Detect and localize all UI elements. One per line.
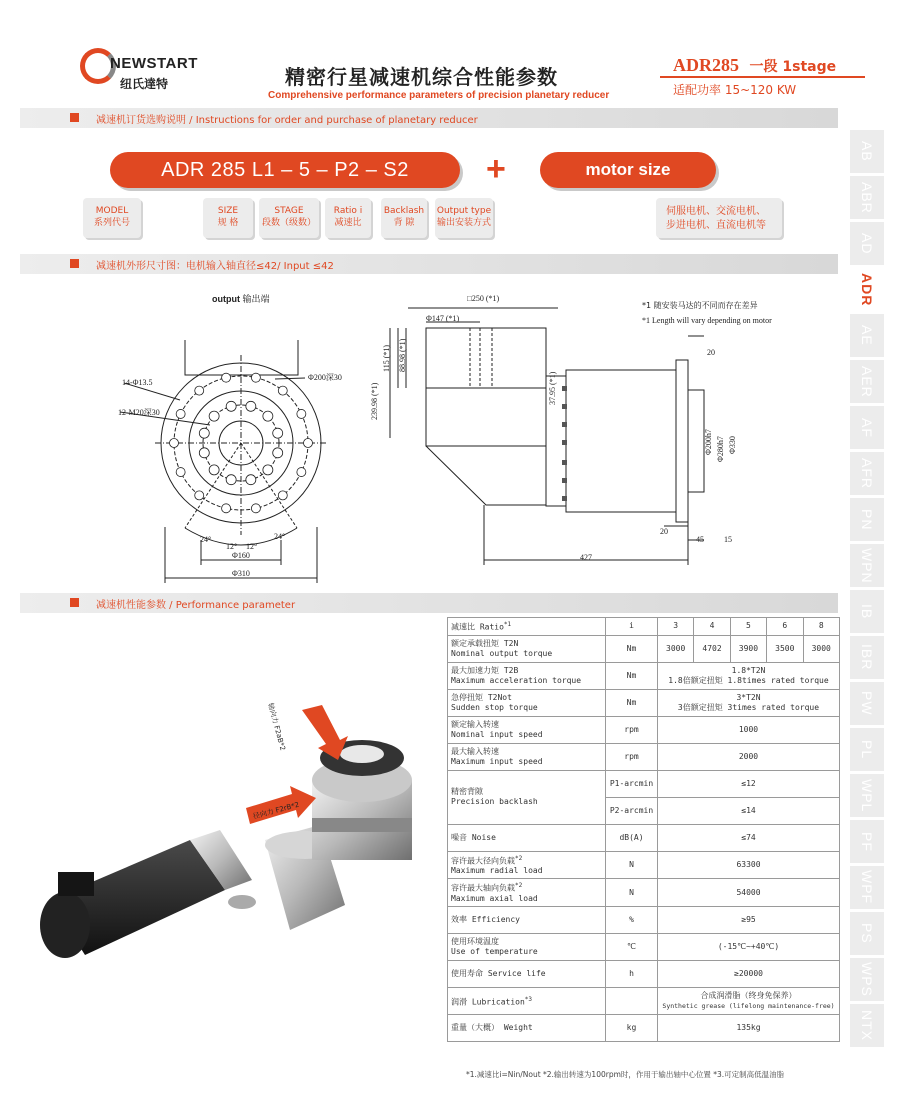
series-tab-ps[interactable] [850,912,884,958]
tag-model [83,198,141,238]
table-row [448,987,840,1014]
value-cell [658,1014,840,1041]
section-marker-icon [70,598,79,607]
series-tab-label: IB [859,603,875,620]
series-tab-label: AER [859,365,875,398]
threaded-hole [273,428,283,438]
row-label-cn: 减速比 Ratio [451,622,504,632]
mounting-hole [278,386,287,395]
series-tab-wpl[interactable] [850,774,884,820]
tag-cn: 输出安装方式 [436,218,491,228]
unit-cell: P2-arcmin [606,797,658,824]
series-tab-label: AD [859,232,875,255]
value-main: 3*T2N [736,692,761,702]
plus-icon: + [486,150,506,188]
unit-cell [606,987,658,1014]
series-tab-label: AB [859,141,875,162]
series-tab-label: AFR [859,458,875,489]
performance-table [447,617,840,1042]
housing-bolt [562,386,567,391]
row-label-en: Nominal input speed [451,729,543,739]
footnote-mark: *3 [524,995,533,1003]
order-code-pill: ADR 285 L1 – 5 – P2 – S2 [110,152,460,188]
row-label-en: Use of temperature [451,946,538,956]
series-tab-adr[interactable] [850,268,884,314]
page-subtitle: Comprehensive performance parameters of precision planetary reducer [268,90,610,101]
series-tab-ae[interactable] [850,314,884,360]
power-range: 适配功率 15~120 KW [673,83,797,97]
series-tab-label: WPS [859,962,875,997]
unit-cell: Nm [606,635,658,662]
product-photo [20,690,445,1000]
value-cell [658,662,840,689]
row-label-cn: 润滑 Lubrication [451,997,525,1007]
motor-note-cn: *1 随安装马达的不同而存在差异 [642,301,758,310]
dim-115-label: 115 (*1) [382,344,391,372]
row-label-cn: 重量（大概） Weight [451,1022,533,1032]
axial-force-arrow [302,705,348,760]
tag-cn: 减速比 [334,218,362,228]
row-label-en: Maximum acceleration torque [451,675,582,685]
series-tab-pw[interactable] [850,682,884,728]
section-title: 减速机订货选购说明 / Instructions for order and purchase of planetary reducer [96,115,478,126]
tag-size [203,198,253,238]
motor-size-pill: motor size [540,152,716,188]
series-tab-label: ADR [859,272,875,307]
value-main: 合成润滑脂（终身免保养） [700,990,797,1000]
unit-cell: i [606,618,658,636]
mounting-hole [251,373,260,382]
mounting-hole [222,373,231,382]
value-cell: 4702 [694,635,730,662]
ratio-cell: 4 [694,618,730,636]
row-label [448,906,606,933]
row-label-cn: 额定输入转速 [451,719,499,729]
series-tab-label: NTX [859,1010,875,1041]
threaded-hole [209,465,219,475]
ratio-row [448,618,840,636]
series-tab-ab[interactable] [850,130,884,176]
row-label-cn: 最大加速力矩 T2B [451,665,519,675]
row-label-cn: 容许最大径向负载 [451,856,515,866]
tag-motor-types [656,198,782,238]
mounting-hole [195,491,204,500]
value-main: 2000 [738,751,759,761]
threaded-hole [226,401,236,411]
leader-pcd [275,378,305,379]
series-tab-afr[interactable] [850,452,884,498]
motor-note-en: *1 Length will vary depending on motor [642,316,772,325]
tag-en: Backlash [383,206,425,216]
value-sub: 3倍额定扭矩 3times rated torque [677,702,820,712]
series-tab-ibr[interactable] [850,636,884,682]
mounting-hole [304,439,313,448]
value-main: 54000 [736,887,761,897]
output-label-en: output [212,294,240,304]
row-label [448,1014,606,1041]
housing-bolt [562,422,567,427]
model-underline [660,76,865,78]
table-row [448,906,840,933]
table-row [448,662,840,689]
mounting-hole [176,468,185,477]
axial-force-label: 轴向力 F2aB*2 [266,702,287,752]
series-tab-aer[interactable] [850,360,884,406]
row-label [448,689,606,716]
table-row [448,689,840,716]
row-label-en: Sudden stop torque [451,702,538,712]
output-flange [676,360,688,522]
row-label-en: Maximum axial load [451,893,538,903]
row-label [448,824,606,851]
series-tab-pl[interactable] [850,728,884,774]
tag-en: STAGE [274,206,304,216]
row-label-cn: 使用环境温度 [451,936,499,946]
threaded-hole [226,475,236,485]
angle-ray-right [241,443,297,528]
tag-output-type [435,198,493,238]
dim-147-label: Φ147 (*1) [426,314,460,323]
row-label-en: Maximum input speed [451,756,543,766]
series-tab-pn[interactable] [850,498,884,544]
unit-cell: % [606,906,658,933]
motor-adapter-block [426,328,546,388]
value-main: ≤74 [741,832,756,842]
row-label-cn: 精密背隙 [451,787,483,797]
value-main: ≥95 [741,914,756,924]
series-tab-abr[interactable] [850,176,884,222]
dim-330-label: Φ330 [728,436,737,454]
mounting-hole [278,491,287,500]
motor-body [40,830,256,958]
series-tab-ad[interactable] [850,222,884,268]
section-bar-order [20,108,838,128]
table-row [448,933,840,960]
series-tab-pf[interactable] [850,820,884,866]
value-cell [658,987,840,1014]
threaded-hole [199,428,209,438]
series-tab-label: PF [859,831,875,852]
value-main: 135kg [736,1022,761,1032]
angle-ray-left [185,443,241,528]
radial-force-label: 径向力 F2rB*2 [252,800,301,821]
series-tab-label: WPL [859,778,875,813]
row-label-en: Precision backlash [451,797,538,807]
motor-types-line1: 伺服电机、交流电机、 [666,206,766,217]
mounting-hole [170,439,179,448]
row-label-cn: 容许最大轴向负载 [451,883,515,893]
dim-239-label: 239.98 (*1) [370,382,379,420]
footnote-mark: *2 [515,854,523,862]
row-label [448,662,606,689]
value-cell: ≤12 [658,770,840,797]
table-row [448,716,840,743]
row-label [448,716,606,743]
row-label [448,987,606,1014]
adapter-lower-block [426,388,546,446]
value-cell [658,851,840,879]
row-label [448,960,606,987]
unit-cell: rpm [606,716,658,743]
unit-cell: h [606,960,658,987]
row-label [448,879,606,907]
model-name: ADR285 [673,55,739,75]
threaded-hole [246,401,256,411]
dim-310-label: Φ310 [232,569,250,578]
tag-en: MODEL [95,206,129,216]
tag-stage [259,198,319,238]
series-tab-wps[interactable] [850,958,884,1004]
unit-cell: N [606,851,658,879]
mounting-hole [251,504,260,513]
right-angle-body [426,446,546,505]
value-main: 1.8*T2N [731,665,766,675]
section-marker-icon [70,113,79,122]
value-cell [658,933,840,960]
threaded-hole [199,448,209,458]
unit-cell: N [606,879,658,907]
row-label-cn: 额定承载扭矩 T2N [451,638,519,648]
unit-cell: P1-arcmin [606,770,658,797]
series-tab-label: WPF [859,870,875,905]
value-main: (-15℃~+40℃) [717,941,780,951]
section-bar-perf [20,593,838,613]
value-cell: 3500 [767,635,803,662]
table-row [448,960,840,987]
mounting-hole [176,409,185,418]
unit-cell: Nm [606,689,658,716]
tag-cn: 系列代号 [93,218,130,228]
tag-en: Output type [436,206,492,216]
row-label-en: Maximum radial load [451,866,543,876]
tag-cn: 规 格 [217,218,239,228]
value-cell: 3000 [658,635,694,662]
model-stage: 一段 1stage [749,59,837,75]
series-tab-af[interactable] [850,406,884,452]
value-sub: 1.8倍额定扭矩 1.8times rated torque [668,675,829,685]
row-label [448,635,606,662]
angle-12-right: 12° [246,542,258,551]
dim-15-label: 15 [724,535,732,544]
value-main: 1000 [738,724,759,734]
section-title: 减速机外形尺寸图：电机输入轴直径≤42/ Input ≤42 [96,261,334,272]
series-tab-label: PL [859,739,875,760]
series-tab-wpn[interactable] [850,544,884,590]
series-tab-label: AF [859,417,875,438]
value-main: ≥20000 [734,968,763,978]
row-label-cn: 使用寿命 Service life [451,968,546,978]
tag-cn: 段数（级数） [261,218,316,228]
row-label-cn: 效率 Efficiency [451,914,520,924]
table-row [448,879,840,907]
footnote-mark: *2 [515,882,523,890]
row-label [448,743,606,770]
series-tab-label: PN [859,508,875,531]
series-tab-label: WPN [859,547,875,584]
row-label-cn: 最大输入转速 [451,746,499,756]
ratio-cell: 8 [803,618,840,636]
row-label-cn: 噪音 Noise [451,832,496,842]
gear-housing [566,370,676,512]
dim-20-top-label: 20 [707,348,715,357]
row-label-en: Nominal output torque [451,648,553,658]
unit-cell: kg [606,1014,658,1041]
table-row [448,1014,840,1041]
value-cell [658,743,840,770]
logo-text-cn: 纽氏達特 [120,77,169,91]
dim-threads-label: 12-M20深30 [118,408,160,417]
mounting-hole [297,468,306,477]
row-label [448,851,606,879]
reducer-body [265,740,412,930]
dim-280-label: Φ280h7 [716,436,725,462]
dim-pcd-label: Φ200深30 [308,373,342,382]
dim-holes-label: 14-Φ13.5 [122,378,153,387]
table-footnote: *1.减速比i=Nin/Nout *2.输出转速为100rpm时，作用于输出轴中心位置 *3.可定制高低温油脂 [466,1070,785,1079]
series-tab-label: PS [859,923,875,944]
housing-bolt [562,440,567,445]
row-label [448,933,606,960]
angle-24-left: 24° [200,535,212,544]
threaded-hole [209,411,219,421]
threaded-hole [263,411,273,421]
ratio-cell: 3 [658,618,694,636]
ratio-cell: 5 [730,618,766,636]
mounting-hole [195,386,204,395]
section-title: 减速机性能参数 / Performance parameter [96,600,296,611]
value-cell [658,879,840,907]
series-tab-ntx[interactable] [850,1004,884,1050]
threaded-hole [273,448,283,458]
tag-ratio [325,198,371,238]
series-tab-wpf[interactable] [850,866,884,912]
section-marker-icon [70,259,79,268]
unit-cell: rpm [606,743,658,770]
housing-bolt [562,496,567,501]
brand-logo [80,48,220,98]
value-cell [658,960,840,987]
housing-bolt [562,478,567,483]
dim-250-label: □250 (*1) [467,294,500,303]
value-cell [658,716,840,743]
row-label [448,770,606,824]
section-bar-dims [20,254,838,274]
series-tab-label: PW [859,691,875,716]
dim-88-label: 88.98 (*1) [398,338,407,372]
dim-200-label: Φ200h7 [704,429,713,455]
ratio-cell: 6 [767,618,803,636]
series-tab-label: ABR [859,181,875,214]
dim-45-label: 45 [696,535,704,544]
threaded-hole [263,465,273,475]
threaded-hole [246,475,256,485]
table-row [448,824,840,851]
unit-cell: ℃ [606,933,658,960]
footnote-mark: *1 [503,621,512,628]
value-cell [658,906,840,933]
logo-text-en: NEWSTART [110,55,198,72]
value-main: 63300 [736,859,761,869]
mounting-hole [222,504,231,513]
tag-cn: 背 隙 [393,218,415,228]
series-tab-ib[interactable] [850,590,884,636]
table-row [448,743,840,770]
tag-en: SIZE [217,206,239,216]
dim-20-bottom-label: 20 [660,527,668,536]
page-title: 精密行星减速机综合性能参数 [285,65,558,89]
value-cell: ≤14 [658,797,840,824]
table-row [448,851,840,879]
row-label [448,618,606,636]
table-row [448,635,840,662]
value-cell [658,824,840,851]
series-tab-label: AE [859,325,875,346]
output-label-cn: 输出端 [242,295,270,305]
value-cell: 3000 [803,635,840,662]
series-sidebar [850,130,884,1050]
dim-37-label: 37.95 (*1) [548,371,557,405]
angle-12-left: 12° [226,542,238,551]
row-label-cn: 急停扭矩 T2Not [451,692,512,702]
series-tab-label: IBR [859,644,875,671]
model-heading [673,55,836,76]
value-cell [658,689,840,716]
angle-24-right: 24° [274,532,286,541]
value-cell: 3900 [730,635,766,662]
dim-427-label: 427 [580,553,592,562]
output-pilot [688,390,704,492]
tag-backlash [381,198,427,238]
unit-cell: Nm [606,662,658,689]
front-view-drawing [110,300,370,590]
tag-en: Ratio i [333,206,363,216]
housing-bolt [562,404,567,409]
unit-cell: dB(A) [606,824,658,851]
dim-160-label: Φ160 [232,551,250,560]
value-sub: Synthetic grease (lifelong maintenance-free) [662,1001,835,1010]
mounting-hole [297,409,306,418]
housing-bolt [562,460,567,465]
motor-types-line2: 步进电机、直流电机等 [666,220,766,231]
backlash-row-p1 [448,770,840,797]
